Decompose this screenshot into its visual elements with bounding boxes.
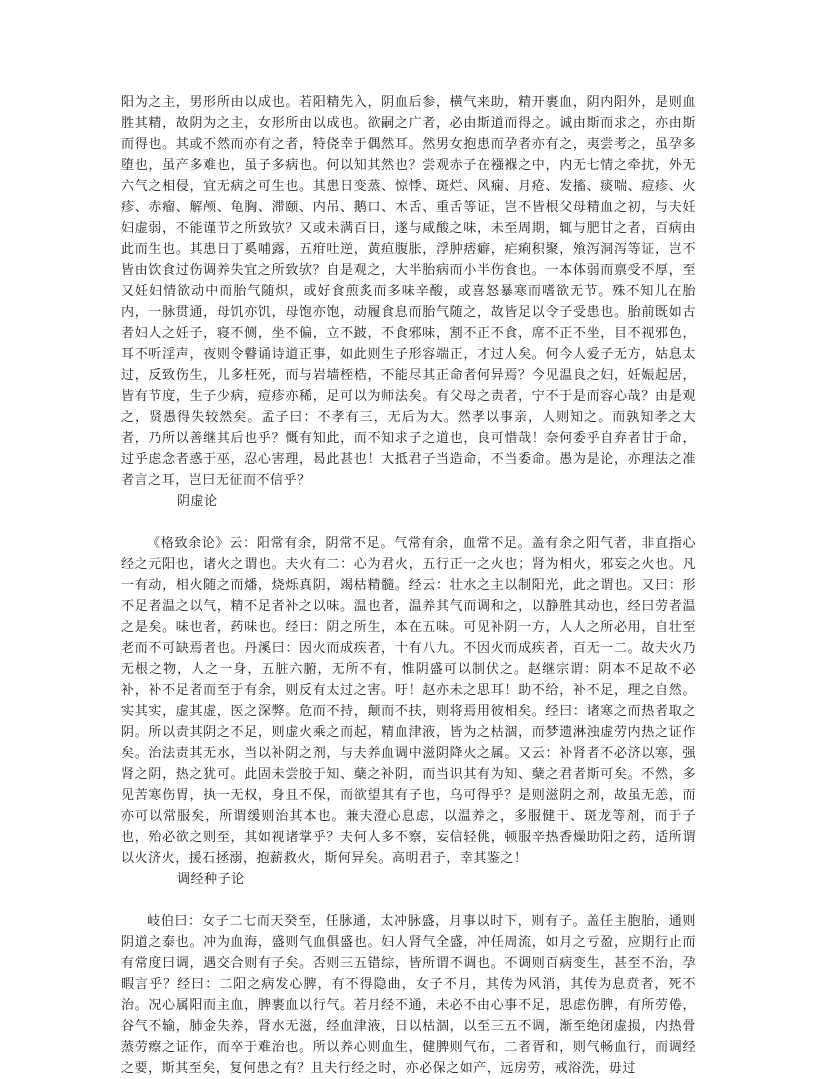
yin-deficiency-paragraph: 《格致余论》云：阳常有余，阴常不足。气常有余，血常不足。盖有余之阳气者，非直指心经之元阳也，诸火之谓也。夫火有二：心为君火，五行正一之火也；肾为相火，邪妄之火也。凡一有动，相火随之而燔，烧烁真阴，竭枯精髓。经云：壮水之主以制阳光，此之谓也。又曰：形不足者温之以气，精不足者补之以味。温也者，温养其气而调和之，以静胜其动也，经曰劳者温之是矣。味也者，药味也。经曰：阴之所生，本在五味。可见补阴一方，人人之所必用，自壮至老而不可缺焉者也。丹溪曰：因火而成疾者，十有八九。不因火而成疾者，百无一二。故夫火乃无根之物，人之一身，五脏六腑，无所不有，惟阴盛可以制伏之。赵继宗谓：阴本不足故不必补，补不足者而至于有余，则反有太过之害。吁！赵亦未之思耳！助不给，补不足，理之自然。实其实，虚其虚，医之深弊。危而不持，颠而不扶，则将焉用彼相矣。经曰：诸寒之而热者取之阴。所以责其阴之不足，则虚火乘之而起，精血津液，皆为之枯涸，而梦遗淋浊虚劳内热之证作矣。治法责其无水，当以补阴之剂，与夫养血调中滋阴降火之属。又云：补肾者不必济以寒，强肾之阴，热之犹可。此固未尝胶于知、蘖之补阴，而当识其有为知、蘖之君者斯可矣。不然，多见苦寒伤胃，执一无权，身且不保，而欲望其有子也，乌可得乎？是则滋阴之剂，故虽无恙，而亦可以常服矣，所谓缓则治其本也。兼夫澄心息虑，以温养之，多服健干、斑龙等剂，而于子也，殆必欲之则至，其如视诸掌乎？夫何人多不察，妄信轻佻，顿服辛热香燥助阳之药，适所谓以火济火，援石拯溺，抱薪救火，斯何异矣。高明君子，幸其鉴之！ [121, 536, 696, 866]
section-spacer [121, 512, 696, 533]
section-spacer [121, 890, 696, 911]
section-title-menses: 调经种子论 [177, 872, 245, 887]
menses-paragraph: 岐伯曰：女子二七而天癸至，任脉通，太冲脉盛，月事以时下，则有子。盖任主胞胎，通则阴道之泰也。冲为血海，盛则气血俱盛也。妇人肾气全盛，冲任周流，如月之亏盈，应期行止而有常度曰调，遇交合则有子矣。否则三五错综，皆所谓不调也。不调则百病变生，甚至不治，孕暇言乎？经曰：二阳之病发心脾，有不得隐曲，女子不月，其传为风消，其传为息贲者，死不治。况心属阳而主血，脾裹血以行气。若月经不通，未必不由心事不足，思虑伤脾，有所劳倦，谷气不输，肺金失养，肾水无滋，经血津液，日以枯涸，以至三五不调，渐至绝闭虚损，内热骨蒸劳瘵之证作，而卒于难治也。所以养心则血生，健脾则气布，二者胥和，则气畅血行，而调经之要，斯其至矣，复何患之有？且夫行经之时，亦必保之如产，远房劳，戒浴洗，毋过 [121, 914, 696, 1076]
intro-paragraph: 阳为之主，男形所由以成也。若阳精先入，阴血后参，横气来助，精开裹血，阴内阳外，是则血胜其精，故阴为之主，女形所由以成也。欲嗣之广者，必由斯道而得之。诚由斯而求之，亦由斯而得也。其或不然而亦有之者，特侥幸于偶然耳。然男女抱患而孕者亦有之，夷尝考之，虽孕多堕也，虽产多难也，虽子多病也。何以知其然也？尝观赤子在襁褓之中，内无七情之牵扰，外无六气之相侵，宜无病之可生也。其患日变蒸、惊悸、斑烂、风痫、月疮、发搐、痰喘、痘疹、火疹、赤瘤、解颅、龟胸、滞颐、内吊、鹅口、木舌、重舌等证，岂不皆根父母精血之初，与夫妊妇虚弱，不能谨节之所致欤？又或未满百日，遂与咸酸之味，未至周期，辄与肥甘之者，百病由此而生也。其患日丁奚哺露，五疳吐逆，黄疸腹胀，浮肿痞癖，疟痢积聚，飧泻洞泻等证，岂不皆由饮食过伤调养失宜之所致欤？自是观之，大半胎病而小半伤食也。一本体弱而禀受不厚，至又妊妇情欲动中而胎气随炽，或好食煎炙而多味辛酸，或喜怒暴寒而嗜欲无节。殊不知儿在胎内，一脉贯通，母饥亦饥，母饱亦饱，动履食息而胎气随之，故皆足以令子受患也。胎前既如古者妇人之妊子，寝不侧，坐不偏，立不跛，不食邪味，割不正不食，席不正不坐，目不视邪色，耳不听淫声，夜则令瞽诵诗道正事，如此则生子形容端正，才过人矣。何今人爱子无方，姑息太过，反致伤生，儿多枉死，而与岩墙桎梏，不能尽其正命者何异焉？今见温良之妇，妊娠起居，皆有节度，生子少病，痘疹亦稀，足可以为师法矣。有父母之责者，宁不于是而容心哉？由是观之，贤愚得失较然矣。孟子曰：不孝有三，无后为大。然孝以事亲，人则知之。而孰知孝之大者，乃所以善继其后也乎？慨有知此，而不知求子之道也，良可惜哉！奈何委乎自弃者甘于命，过乎虑念者惑于巫，忍心害理，曷此甚也！大抵君子当造命，不当委命。愚为是论，亦理法之准者言之耳，岂曰无征而不信乎？ [121, 95, 696, 488]
document-page [121, 92, 696, 1079]
section-title-yin-deficiency: 阴虚论 [177, 494, 218, 509]
